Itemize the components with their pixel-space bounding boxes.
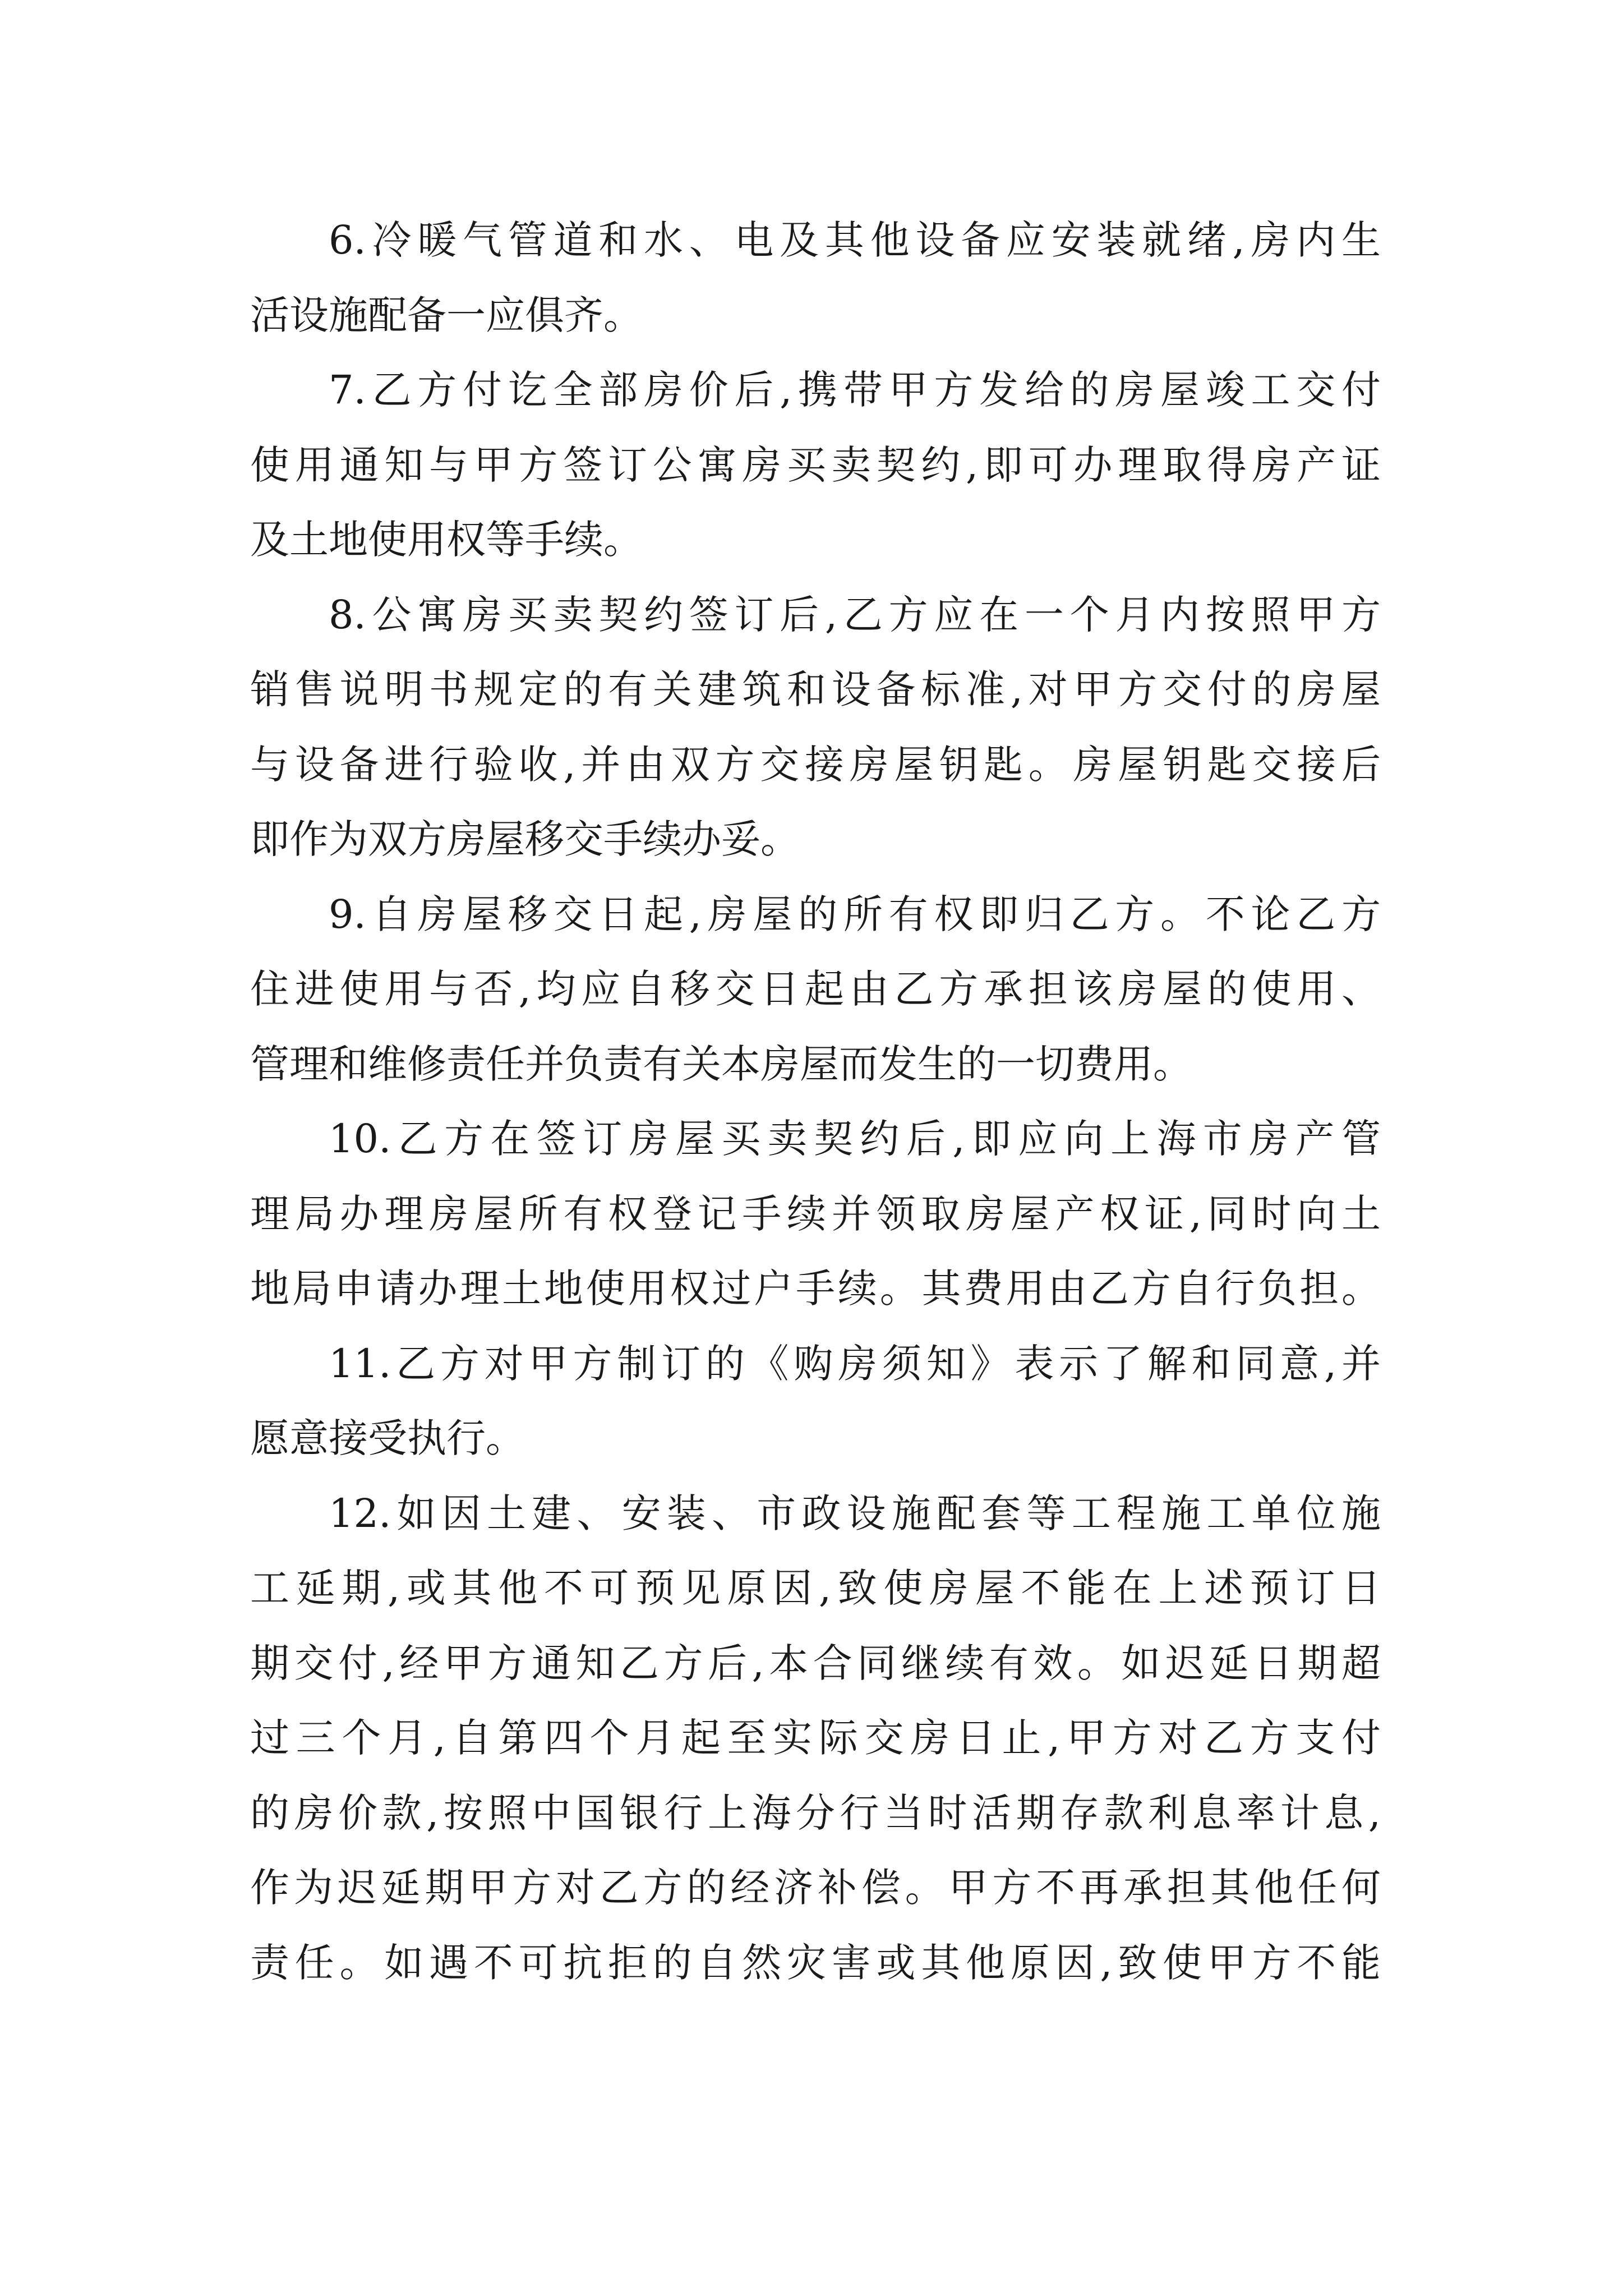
- text-line: 理局办理房屋所有权登记手续并领取房屋产权证,同时向土: [250, 1190, 1381, 1237]
- text-line: 的房价款,按照中国银行上海分行当时活期存款利息率计息,: [250, 1789, 1381, 1836]
- text-line: 9.自房屋移交日起,房屋的所有权即归乙方。不论乙方: [329, 891, 1381, 937]
- text-line: 住进使用与否,均应自移交日起由乙方承担该房屋的使用、: [250, 966, 1381, 1012]
- text-line: 7.乙方付讫全部房价后,携带甲方发给的房屋竣工交付: [329, 367, 1381, 413]
- text-line: 责任。如遇不可抗拒的自然灾害或其他原因,致使甲方不能: [250, 1939, 1381, 1986]
- text-line: 12.如因土建、安装、市政设施配套等工程施工单位施: [329, 1490, 1381, 1536]
- text-line: 销售说明书规定的有关建筑和设备标准,对甲方交付的房屋: [250, 666, 1381, 712]
- text-line: 过三个月,自第四个月起至实际交房日止,甲方对乙方支付: [250, 1715, 1381, 1761]
- text-line: 6.冷暖气管道和水、电及其他设备应安装就绪,房内生: [329, 217, 1381, 263]
- text-line: 工延期,或其他不可预见原因,致使房屋不能在上述预订日: [250, 1565, 1381, 1611]
- text-line: 管理和维修责任并负责有关本房屋而发生的一切费用。: [250, 1041, 1192, 1087]
- text-line: 地局申请办理土地使用权过户手续。其费用由乙方自行负担。: [250, 1266, 1381, 1312]
- text-line: 作为迟延期甲方对乙方的经济补偿。甲方不再承担其他任何: [250, 1865, 1381, 1911]
- contract-text: [250, 203, 1381, 2000]
- text-line: 与设备进行验收,并由双方交接房屋钥匙。房屋钥匙交接后: [250, 741, 1381, 788]
- text-line: 活设施配备一应俱齐。: [250, 292, 643, 338]
- text-line: 10.乙方在签订房屋买卖契约后,即应向上海市房产管: [329, 1116, 1381, 1162]
- text-line: 即作为双方房屋移交手续办妥。: [250, 816, 800, 862]
- text-line: 8.公寓房买卖契约签订后,乙方应在一个月内按照甲方: [329, 591, 1381, 638]
- text-line: 愿意接受执行。: [250, 1415, 525, 1461]
- text-line: 及土地使用权等手续。: [250, 517, 643, 563]
- text-line: 11.乙方对甲方制订的《购房须知》表示了解和同意,并: [329, 1340, 1381, 1387]
- text-line: 期交付,经甲方通知乙方后,本合同继续有效。如迟延日期超: [250, 1640, 1381, 1686]
- text-line: 使用通知与甲方签订公寓房买卖契约,即可办理取得房产证: [250, 441, 1381, 488]
